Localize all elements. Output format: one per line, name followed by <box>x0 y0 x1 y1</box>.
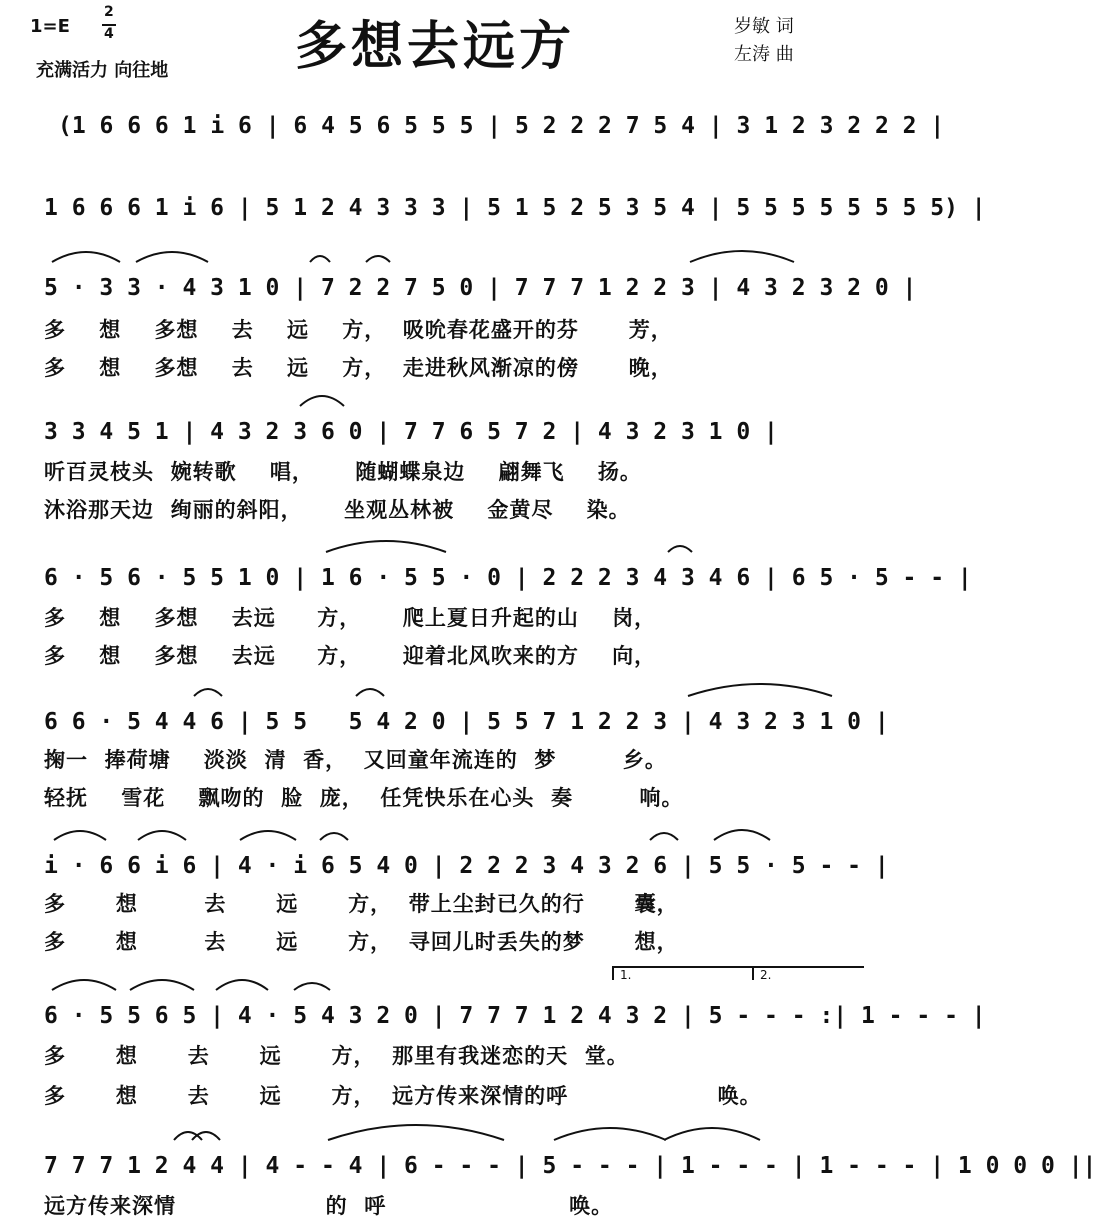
key-signature: 1=E <box>30 16 70 37</box>
time-signature-numerator: 2 <box>104 4 114 20</box>
notation-line: 3 3 4 5 1 | 4 3 2 3 6 0 | 7 7 6 5 7 2 | 4 3 2 3 1 0 | <box>44 419 778 445</box>
lyric-verse-1: 多 想 多想 去 远 方， 吸吮春花盛开的芬 芳， <box>44 318 673 342</box>
notation-line: (1 6 6 6 1 i 6 | 6 4 5 6 5 5 5 | 5 2 2 2 7 5 4 | 3 1 2 3 2 2 2 | <box>58 113 945 139</box>
lyric-verse-2: 多 想 多想 去远 方， 迎着北风吹来的方 向， <box>44 644 657 668</box>
lyric-verse-1: 多 想 去 远 方， 那里有我迷恋的天 堂。 <box>44 1044 629 1068</box>
lyricist-credit: 岁敏 词 <box>734 16 794 37</box>
tempo-marking: 充满活力 向往地 <box>36 60 169 81</box>
notation-line: i · 6 6 i 6 | 4 · i 6 5 4 0 | 2 2 2 3 4 3 2 6 | 5 5 · 5 - - | <box>44 853 889 879</box>
volta-2: 2. <box>752 966 864 980</box>
lyric-verse-1: 听百灵枝头 婉转歌 唱， 随蝴蝶泉边 翩舞飞 扬。 <box>44 460 642 484</box>
lyric-verse-2: 多 想 去 远 方， 寻回儿时丢失的梦 想， <box>44 930 679 954</box>
lyric-verse-2: 轻抚 雪花 飘吻的 脸 庞， 任凭快乐在心头 奏 响。 <box>44 786 684 810</box>
volta-1: 1. <box>612 966 752 980</box>
lyric-verse-1: 掬一 捧荷塘 淡淡 清 香， 又回童年流连的 梦 乡。 <box>44 748 667 772</box>
notation-line: 6 · 5 6 · 5 5 1 0 | 1 6 · 5 5 · 0 | 2 2 2 3 4 3 4 6 | 6 5 · 5 - - | <box>44 565 972 591</box>
notation-line: 6 6 · 5 4 4 6 | 5 5 5 4 2 0 | 5 5 7 1 2 2 3 | 4 3 2 3 1 0 | <box>44 709 889 735</box>
notation-line: 6 · 5 5 6 5 | 4 · 5 4 3 2 0 | 7 7 7 1 2 4 3 2 | 5 - - - :| 1 - - - | <box>44 1003 986 1029</box>
lyric-verse-2: 多 想 多想 去 远 方， 走进秋风渐凉的傍 晚， <box>44 356 673 380</box>
composer-credit: 左涛 曲 <box>734 44 794 65</box>
notation-line: 5 · 3 3 · 4 3 1 0 | 7 2 2 7 5 0 | 7 7 7 1 2 2 3 | 4 3 2 3 2 0 | <box>44 275 917 301</box>
lyric-verse-1: 多 想 多想 去远 方， 爬上夏日升起的山 岗， <box>44 606 657 630</box>
time-signature-denominator: 4 <box>104 26 114 42</box>
notation-line: 7 7 7 1 2 4 4 | 4 - - 4 | 6 - - - | 5 - - - | 1 - - - | 1 - - - | 1 0 0 0 || <box>44 1153 1096 1179</box>
lyric-verse-2: 沐浴那天边 绚丽的斜阳， 坐观丛林被 金黄尽 染。 <box>44 498 631 522</box>
lyric-verse-2: 多 想 去 远 方， 远方传来深情的呼 唤。 <box>44 1084 762 1108</box>
lyric-verse-1: 远方传来深情 的 呼 唤。 <box>44 1194 614 1218</box>
lyric-verse-1: 多 想 去 远 方， 带上尘封已久的行 囊， <box>44 892 679 916</box>
page-title: 多想去远方 <box>295 16 576 77</box>
notation-line: 1 6 6 6 1 i 6 | 5 1 2 4 3 3 3 | 5 1 5 2 5 3 5 4 | 5 5 5 5 5 5 5 5) | <box>44 195 986 221</box>
